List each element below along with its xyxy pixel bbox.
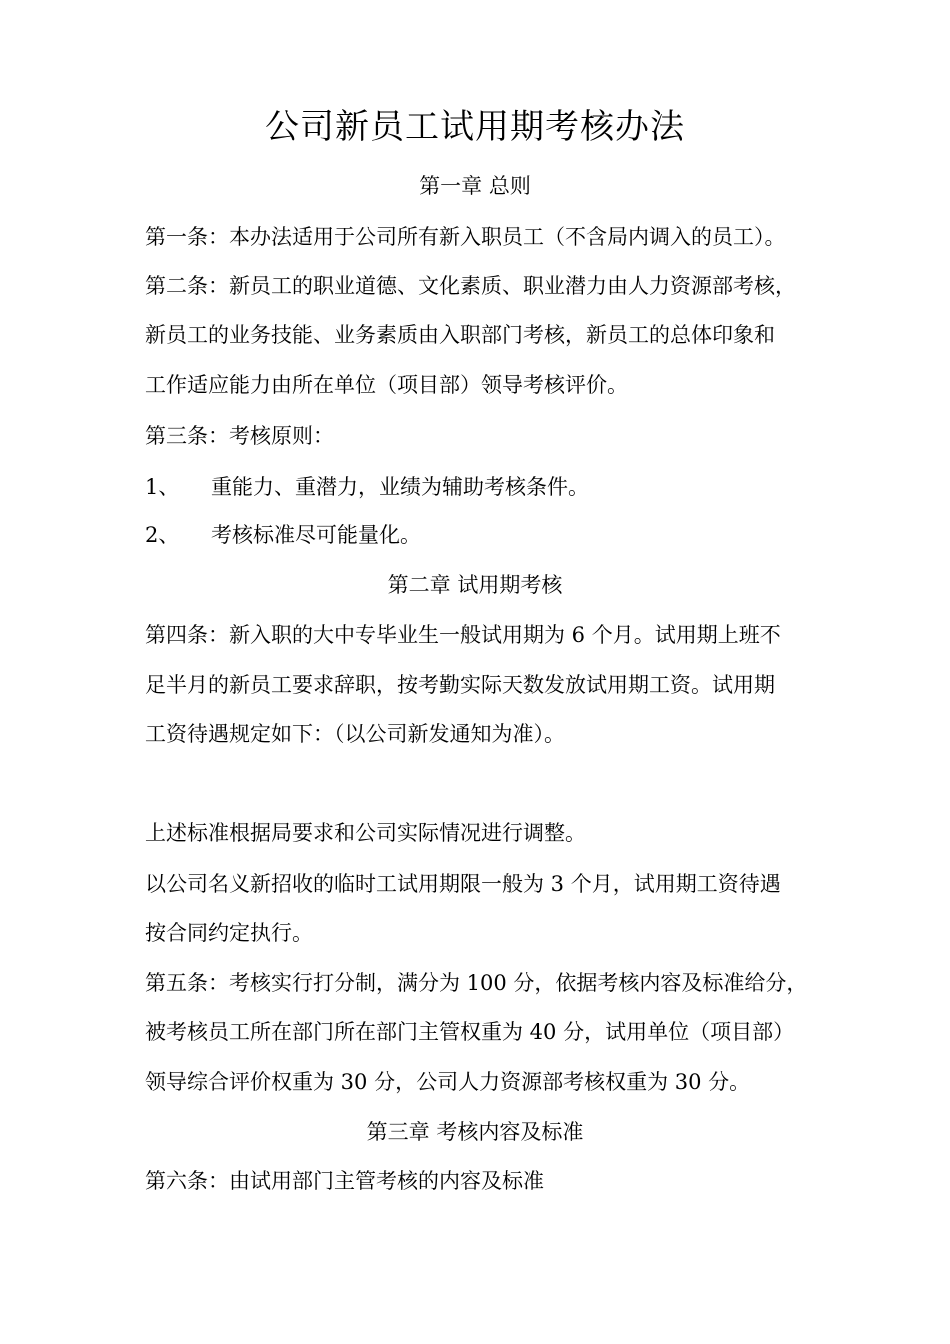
- article-5-line-2: 被考核员工所在部门所在部门主管权重为 40 分，试用单位（项目部）: [145, 1020, 795, 1044]
- document-title: 公司新员工试用期考核办法: [265, 107, 685, 147]
- article-4-line-3: 工资待遇规定如下：（以公司新发通知为准）。: [145, 722, 565, 746]
- article-4-line-2: 足半月的新员工要求辞职，按考勤实际天数发放试用期工资。试用期: [145, 673, 775, 697]
- article-5-line-3: 领导综合评价权重为 30 分，公司人力资源部考核权重为 30 分。: [145, 1070, 751, 1094]
- chapter-2-heading: 第二章 试用期考核: [387, 573, 563, 597]
- principle-number: 1、: [145, 475, 180, 499]
- article-2-line-3: 工作适应能力由所在单位（项目部）领导考核评价。: [145, 373, 628, 397]
- article-3: 第三条：考核原则：: [145, 424, 334, 448]
- article-6: 第六条：由试用部门主管考核的内容及标准: [145, 1169, 544, 1193]
- principle-item: [145, 472, 589, 502]
- chapter-3-heading: 第三章 考核内容及标准: [366, 1120, 584, 1144]
- temp-worker-note-line-1: 以公司名义新招收的临时工试用期限一般为 3 个月，试用期工资待遇: [145, 872, 781, 896]
- article-2-line-2: 新员工的业务技能、业务素质由入职部门考核，新员工的总体印象和: [145, 323, 775, 347]
- principle-text: 重能力、重潜力，业绩为辅助考核条件。: [211, 475, 589, 499]
- principle-text: 考核标准尽可能量化。: [211, 523, 421, 547]
- temp-worker-note-line-2: 按合同约定执行。: [145, 921, 313, 945]
- article-4-line-1: 第四条：新入职的大中专毕业生一般试用期为 6 个月。试用期上班不: [145, 623, 781, 647]
- adjustment-note: 上述标准根据局要求和公司实际情况进行调整。: [145, 821, 586, 845]
- principle-number: 2、: [145, 523, 180, 547]
- chapter-1-heading: 第一章 总则: [419, 174, 531, 198]
- article-2-line-1: 第二条：新员工的职业道德、文化素质、职业潜力由人力资源部考核，: [145, 274, 796, 298]
- principle-item: [145, 520, 421, 550]
- article-1: 第一条：本办法适用于公司所有新入职员工（不含局内调入的员工）。: [145, 225, 786, 249]
- article-5-line-1: 第五条：考核实行打分制，满分为 100 分，依据考核内容及标准给分，: [145, 971, 808, 995]
